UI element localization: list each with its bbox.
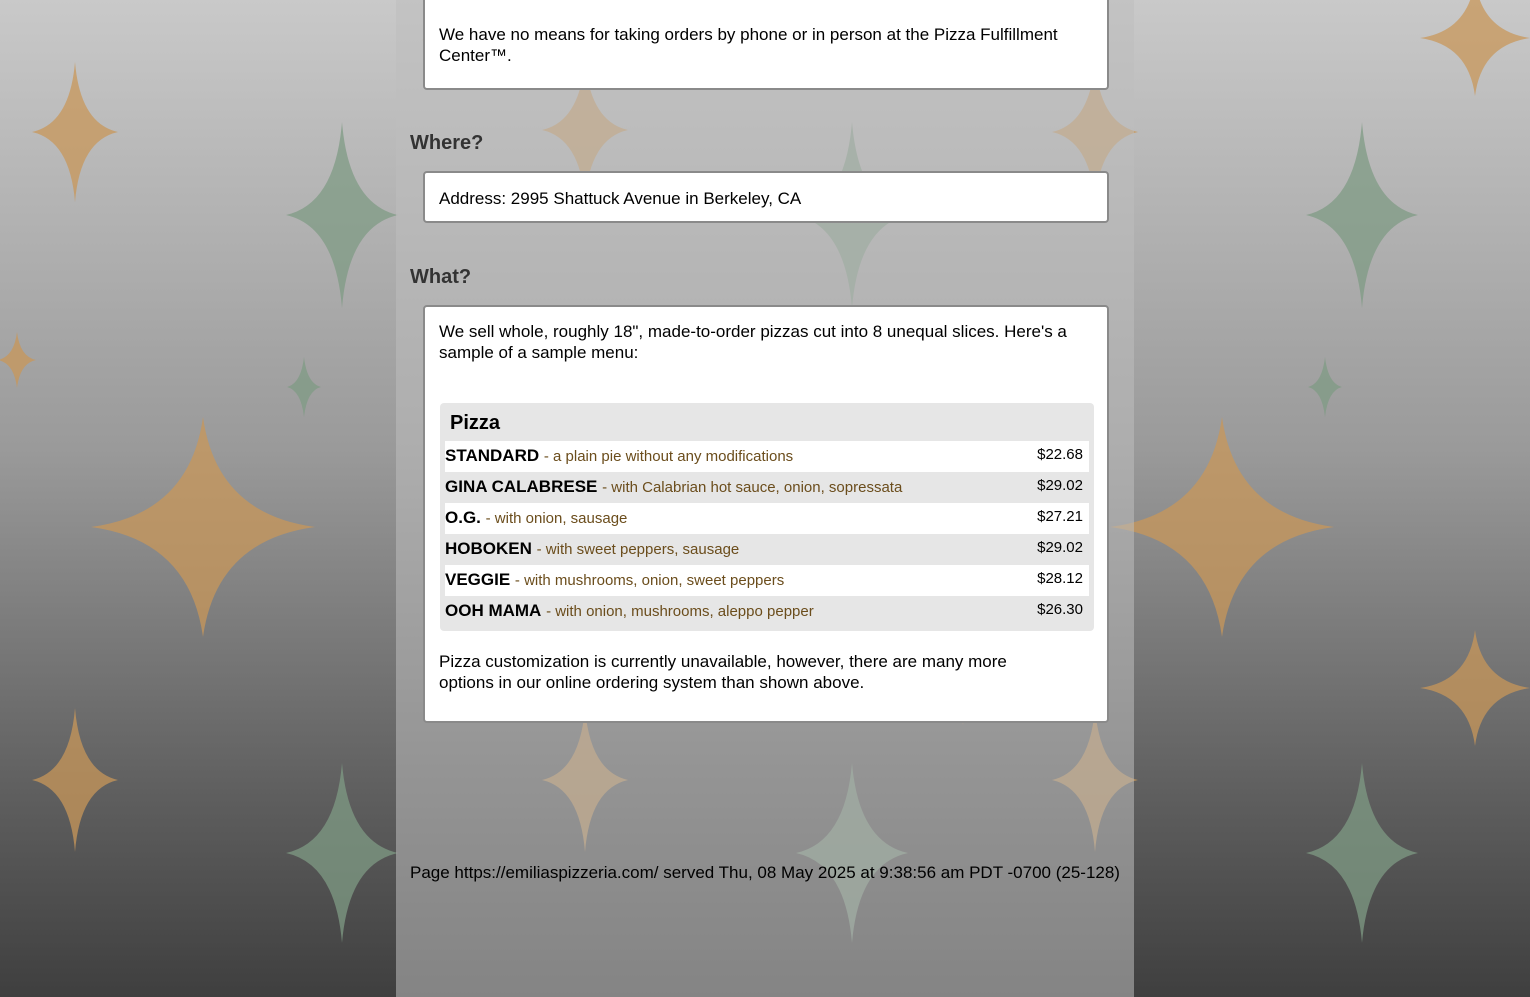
menu-item-name: O.G. xyxy=(445,508,481,527)
menu-item-description: - with onion, sausage xyxy=(485,510,628,527)
menu-item-name: GINA CALABRESE xyxy=(445,477,598,496)
sparkle-star-icon xyxy=(1306,122,1418,308)
sparkle-star-icon xyxy=(286,763,398,943)
where-heading: Where? xyxy=(410,132,484,154)
address-box xyxy=(423,171,1109,223)
menu-item-price: $26.30 xyxy=(1037,601,1083,618)
menu-item-veggie xyxy=(445,565,1089,596)
sparkle-star-icon xyxy=(32,708,118,852)
sparkle-star-icon xyxy=(1306,763,1418,943)
menu-item-description: - with Calabrian hot sauce, onion, sopressata xyxy=(602,479,903,496)
menu-item-hoboken xyxy=(445,534,1089,565)
menu-item-description: - with mushrooms, onion, sweet peppers xyxy=(514,572,785,589)
menu-item-gina-calabrese xyxy=(445,472,1089,503)
sparkle-star-icon xyxy=(0,332,36,388)
ordering-info-text: We have no means for taking orders by phone or in person at the Pizza Fulfillment Center™. xyxy=(439,25,1058,65)
sparkle-star-icon xyxy=(1110,417,1334,637)
sample-menu xyxy=(440,403,1094,631)
ordering-info-box xyxy=(423,0,1109,90)
menu-item-price: $22.68 xyxy=(1037,446,1083,463)
sparkle-star-icon xyxy=(91,417,315,637)
menu-item-standard xyxy=(445,441,1089,472)
sparkle-star-icon xyxy=(1420,630,1530,746)
menu-item-name: OOH MAMA xyxy=(445,601,542,620)
menu-item-description: - a plain pie without any modifications xyxy=(543,448,794,465)
menu-item-ooh-mama xyxy=(445,596,1089,627)
address-text: Address: 2995 Shattuck Avenue in Berkeley, CA xyxy=(439,189,802,208)
menu-item-price: $29.02 xyxy=(1037,477,1083,494)
menu-intro-text: We sell whole, roughly 18", made-to-order pizzas cut into 8 unequal slices. Here's a sample of a sample menu: xyxy=(439,322,1067,362)
sparkle-star-icon xyxy=(1308,357,1342,417)
sparkle-star-icon xyxy=(286,122,398,308)
what-heading: What? xyxy=(410,266,472,288)
menu-category-title: Pizza xyxy=(450,412,501,434)
sparkle-star-icon xyxy=(287,357,321,417)
menu-item-name: VEGGIE xyxy=(445,570,511,589)
menu-item-description: - with sweet peppers, sausage xyxy=(536,541,740,558)
sparkle-star-icon xyxy=(32,62,118,202)
main-content-column xyxy=(396,0,1134,997)
menu-item-price: $27.21 xyxy=(1037,508,1083,525)
sparkle-star-icon xyxy=(1420,0,1530,96)
menu-box xyxy=(423,305,1109,723)
customization-note: Pizza customization is currently unavailable, however, there are many more options in our online ordering system than shown above. xyxy=(439,652,1007,692)
menu-item-name: STANDARD xyxy=(445,446,540,465)
menu-item-og xyxy=(445,503,1089,534)
menu-item-price: $28.12 xyxy=(1037,570,1083,587)
menu-item-name: HOBOKEN xyxy=(445,539,532,558)
menu-item-description: - with onion, mushrooms, aleppo pepper xyxy=(546,603,814,620)
menu-item-price: $29.02 xyxy=(1037,539,1083,556)
page-footer: Page https://emiliaspizzeria.com/ served Thu, 08 May 2025 at 9:38:56 am PDT -0700 (25-128) xyxy=(410,863,1120,882)
